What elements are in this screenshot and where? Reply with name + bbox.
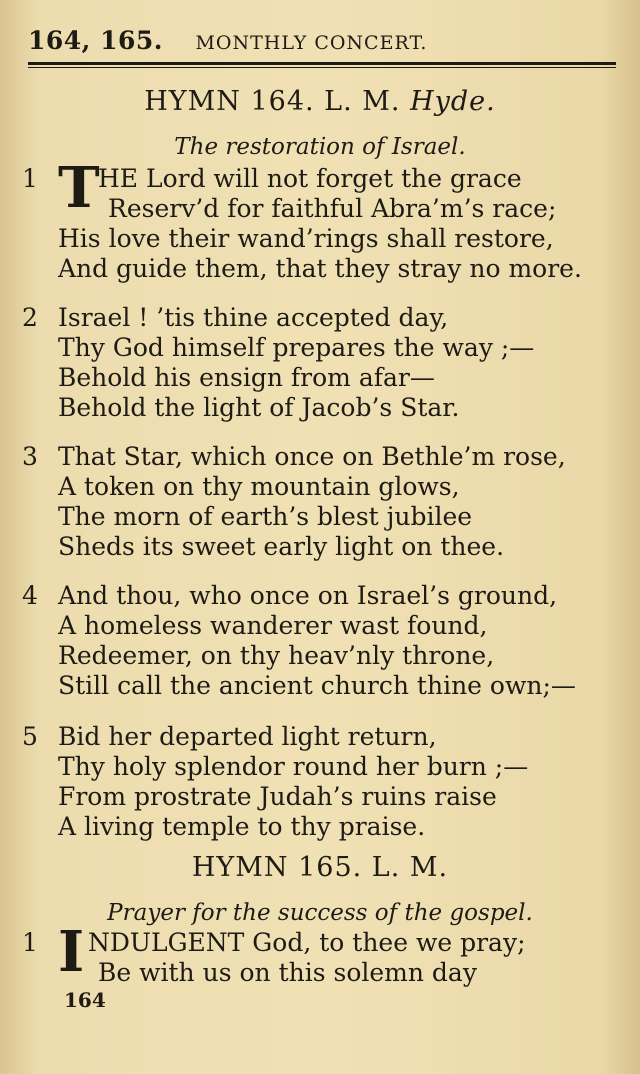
hymn-number-meter: HYMN 165. L. M. — [191, 852, 449, 883]
tune-name: Hyde. — [410, 86, 496, 117]
verse-line: Behold the light of Jacob’s Star. — [58, 393, 460, 422]
verse-line: NDULGENT God, to thee we pray; — [88, 928, 526, 957]
page-number: 164 — [64, 988, 106, 1012]
verse-number: 3 — [22, 442, 38, 471]
verse-number: 4 — [22, 581, 38, 610]
verse-line: And thou, who once on Israel’s ground, — [58, 581, 558, 610]
verse-line: His love their wand’rings shall restore, — [58, 224, 554, 253]
verse-line: Reserv’d for faithful Abra’m’s race; — [108, 194, 557, 223]
drop-cap: T — [58, 155, 100, 221]
verse-line: A token on thy mountain glows, — [58, 472, 460, 501]
verse-line: A homeless wanderer wast found, — [58, 611, 488, 640]
header-rule-thin — [28, 67, 616, 68]
header-rule-thick — [28, 62, 616, 65]
verse-line: Israel ! ’tis thine accepted day, — [58, 303, 449, 332]
verse-line: That Star, which once on Bethle’m rose, — [58, 442, 566, 471]
verse-number: 1 — [22, 164, 38, 193]
hymn-165-subtitle: Prayer for the success of the gospel. — [107, 900, 533, 926]
section-title: MONTHLY CONCERT. — [195, 32, 428, 54]
verse-line: Still call the ancient church thine own;— — [58, 671, 576, 700]
verse-number: 5 — [22, 722, 38, 751]
verse-number: 1 — [22, 928, 38, 957]
hymn-164-title — [0, 86, 640, 117]
hymn-165-title — [0, 852, 640, 883]
verse-line: Thy holy splendor round her burn ;— — [58, 752, 529, 781]
verse-line: From prostrate Judah’s ruins raise — [58, 782, 497, 811]
drop-cap: I — [58, 919, 85, 985]
verse-line: And guide them, that they stray no more. — [58, 254, 582, 283]
hymn-164-subtitle: The restoration of Israel. — [174, 134, 466, 160]
verse-number: 2 — [22, 303, 38, 332]
verse-line: Behold his ensign from afar— — [58, 363, 435, 392]
page-range: 164, 165. — [28, 26, 163, 55]
verse-line: Be with us on this solemn day — [98, 958, 477, 987]
verse-line: Sheds its sweet early light on thee. — [58, 532, 505, 561]
running-head — [28, 26, 618, 55]
hymn-number-meter: HYMN 164. L. M. — [144, 86, 401, 117]
verse-line: The morn of earth’s blest jubilee — [58, 502, 473, 531]
verse-line: HE Lord will not forget the grace — [98, 164, 522, 193]
verse-line: A living temple to thy praise. — [58, 812, 426, 841]
verse-line: Bid her departed light return, — [58, 722, 437, 751]
verse-line: Redeemer, on thy heav’nly throne, — [58, 641, 495, 670]
verse-line: Thy God himself prepares the way ;— — [58, 333, 535, 362]
